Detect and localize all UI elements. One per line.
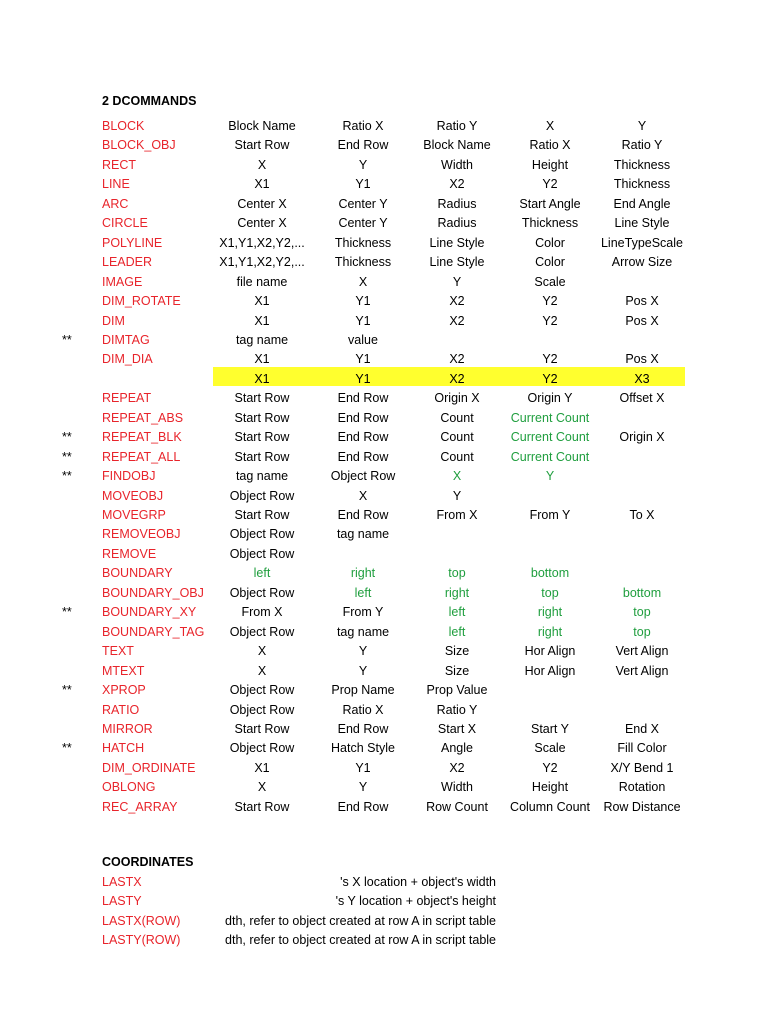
- command-name: LINE: [102, 177, 130, 192]
- parameter-cell: Start Row: [234, 508, 290, 522]
- command-name: MIRROR: [102, 721, 153, 736]
- parameter-cell: top: [448, 566, 466, 581]
- command-name: DIM_ROTATE: [102, 294, 181, 309]
- parameter-cell: Object Row: [229, 585, 295, 600]
- coordinate-name: LASTY: [102, 894, 142, 909]
- parameter-cell: X: [545, 119, 555, 133]
- command-name: CIRCLE: [102, 216, 148, 231]
- coordinate-name: LASTX(ROW): [102, 913, 181, 928]
- parameter-cell: X1: [254, 294, 270, 309]
- parameter-cell: End Row: [337, 449, 389, 464]
- coordinate-description-clip: [206, 931, 536, 950]
- parameter-cell: Ratio Y: [621, 138, 663, 153]
- table-row: [0, 487, 768, 506]
- parameter-cell: Y2: [542, 352, 558, 367]
- parameter-cell: X1: [254, 313, 270, 328]
- parameter-cell: Ratio X: [529, 138, 571, 153]
- command-name: TEXT: [102, 644, 134, 659]
- parameter-cell: End Row: [337, 430, 389, 445]
- table-row: [0, 214, 768, 233]
- parameter-cell: Y: [358, 780, 368, 795]
- row-marker: **: [62, 683, 72, 698]
- parameter-cell: Object Row: [330, 469, 396, 484]
- table-row: [0, 720, 768, 739]
- parameter-cell: LineTypeScale: [600, 235, 683, 250]
- parameter-cell: Y: [358, 644, 368, 659]
- table-row: [0, 136, 768, 155]
- parameter-cell: Scale: [534, 741, 566, 756]
- parameter-cell: End X: [624, 721, 660, 736]
- parameter-cell: Arrow Size: [611, 255, 673, 270]
- parameter-cell: top: [633, 624, 651, 639]
- parameter-cell: X2: [449, 352, 465, 367]
- parameter-cell: Hor Align: [524, 663, 576, 678]
- parameter-cell: X2: [449, 760, 465, 775]
- parameter-cell: Y1: [355, 760, 371, 775]
- table-row: [0, 389, 768, 408]
- coordinate-name: LASTX: [102, 875, 142, 889]
- parameter-cell: From X: [241, 605, 283, 620]
- parameter-cell: Object Row: [229, 546, 295, 561]
- parameter-cell: Scale: [534, 274, 566, 289]
- parameter-cell: Object Row: [229, 741, 295, 756]
- table-row: [0, 175, 768, 194]
- coordinate-name: LASTY(ROW): [102, 932, 181, 947]
- parameter-cell: Pos X: [625, 352, 659, 367]
- table-row: [0, 117, 768, 136]
- coordinate-description: 's X location + object's width: [340, 875, 496, 889]
- parameter-cell: End Row: [337, 410, 389, 425]
- parameter-cell: X: [452, 469, 462, 484]
- parameter-cell: Y1: [355, 313, 371, 328]
- parameter-cell: Rotation: [618, 780, 666, 795]
- parameter-cell: End Angle: [613, 196, 671, 211]
- parameter-cell: Count: [440, 410, 474, 425]
- parameter-cell: Start Angle: [519, 196, 581, 211]
- row-marker: **: [62, 430, 72, 445]
- parameter-cell: Y1: [355, 294, 371, 309]
- command-name: REPEAT_ABS: [102, 410, 184, 425]
- parameter-cell: Width: [441, 157, 473, 172]
- parameter-cell: Object Row: [229, 527, 295, 542]
- parameter-cell: Origin X: [619, 430, 665, 445]
- parameter-cell: Angle: [441, 741, 473, 756]
- table-row: [0, 195, 768, 214]
- parameter-cell: Y: [452, 488, 462, 503]
- parameter-cell: Fill Color: [617, 741, 667, 756]
- command-name: REMOVE: [102, 546, 157, 561]
- table-row: [0, 292, 768, 311]
- command-name: FINDOBJ: [102, 469, 156, 484]
- parameter-cell: bottom: [530, 566, 570, 581]
- row-marker: **: [62, 449, 72, 464]
- parameter-cell: top: [541, 585, 559, 600]
- command-name: IMAGE: [102, 274, 143, 289]
- command-name: RECT: [102, 157, 137, 172]
- parameter-cell: Start Row: [234, 410, 290, 425]
- parameter-cell: X/Y Bend 1: [610, 760, 674, 775]
- parameter-cell: Start Row: [234, 799, 290, 814]
- row-marker: **: [62, 605, 72, 620]
- table-row: [0, 253, 768, 272]
- coordinate-row: [0, 873, 768, 892]
- coordinate-description: dth, refer to object created at row A in script table: [225, 913, 496, 928]
- command-name: BOUNDARY_OBJ: [102, 585, 204, 600]
- parameter-cell: End Row: [337, 799, 389, 814]
- command-name: DIM_DIA: [102, 352, 153, 367]
- parameter-cell: Origin Y: [527, 391, 573, 406]
- parameter-cell: Y: [545, 469, 555, 484]
- table-row: [0, 642, 768, 661]
- parameter-cell: X1: [254, 371, 270, 386]
- coordinate-description-clip: [206, 873, 536, 892]
- row-marker: **: [62, 332, 72, 347]
- parameter-cell: End Row: [337, 508, 389, 522]
- parameter-cell: X: [358, 488, 368, 503]
- parameter-cell: Y2: [542, 313, 558, 328]
- parameter-cell: Current Count: [510, 410, 590, 425]
- parameter-cell: Vert Align: [615, 644, 669, 659]
- row-marker: **: [62, 469, 72, 484]
- coordinates-title: COORDINATES: [102, 855, 194, 869]
- parameter-cell: top: [633, 605, 651, 620]
- parameter-cell: Start Row: [234, 391, 290, 406]
- table-row: [0, 564, 768, 583]
- parameter-cell: right: [444, 585, 470, 600]
- command-name: HATCH: [102, 741, 145, 756]
- parameter-cell: Block Name: [228, 119, 296, 133]
- section-title: 2 DCOMMANDS: [102, 94, 197, 108]
- parameter-cell: Center X: [237, 196, 287, 211]
- parameter-cell: X: [358, 274, 368, 289]
- parameter-cell: right: [537, 624, 563, 639]
- table-row: [0, 350, 768, 369]
- parameter-cell: Prop Value: [426, 683, 488, 698]
- parameter-cell: Vert Align: [615, 663, 669, 678]
- parameter-cell: To X: [629, 508, 655, 522]
- parameter-cell: Object Row: [229, 624, 295, 639]
- parameter-cell: X1,Y1,X2,Y2,...: [219, 235, 305, 250]
- table-row: [0, 428, 768, 447]
- table-row: [0, 759, 768, 778]
- parameter-cell: Start Row: [234, 430, 290, 445]
- command-name: REPEAT_BLK: [102, 430, 182, 445]
- command-name: BLOCK: [102, 119, 145, 133]
- command-name: LEADER: [102, 255, 153, 270]
- table-row: [0, 525, 768, 544]
- parameter-cell: X: [257, 157, 267, 172]
- parameter-cell: Count: [440, 430, 474, 445]
- parameter-cell: End Row: [337, 721, 389, 736]
- coordinate-row: [0, 912, 768, 931]
- parameter-cell: End Row: [337, 138, 389, 153]
- parameter-cell: Y1: [355, 177, 371, 192]
- command-name: ARC: [102, 196, 129, 211]
- parameter-cell: Y2: [542, 760, 558, 775]
- parameter-cell: Line Style: [429, 255, 485, 270]
- parameter-cell: From X: [436, 508, 478, 522]
- command-name: OBLONG: [102, 780, 156, 795]
- parameter-cell: Center X: [237, 216, 287, 231]
- command-name: MTEXT: [102, 663, 145, 678]
- parameter-cell: X2: [449, 313, 465, 328]
- parameter-cell: End Row: [337, 391, 389, 406]
- parameter-cell: tag name: [235, 469, 289, 484]
- parameter-cell: tag name: [235, 332, 289, 347]
- parameter-cell: right: [350, 566, 376, 581]
- table-row: [0, 603, 768, 622]
- parameter-cell: Y1: [355, 352, 371, 367]
- command-name: MOVEGRP: [102, 508, 166, 522]
- command-name: BOUNDARY_TAG: [102, 624, 205, 639]
- row-marker: **: [62, 741, 72, 756]
- parameter-cell: Line Style: [614, 216, 670, 231]
- parameter-cell: left: [354, 585, 372, 600]
- parameter-cell: tag name: [336, 624, 390, 639]
- parameter-cell: Center Y: [338, 216, 388, 231]
- parameter-cell: Pos X: [625, 294, 659, 309]
- parameter-cell: Radius: [437, 196, 477, 211]
- parameter-cell: Current Count: [510, 430, 590, 445]
- parameter-cell: Y2: [542, 371, 558, 386]
- command-name: MOVEOBJ: [102, 488, 164, 503]
- command-name: REPEAT: [102, 391, 152, 406]
- parameter-cell: Pos X: [625, 313, 659, 328]
- parameter-cell: Start X: [437, 721, 477, 736]
- coordinate-description-clip: [206, 912, 536, 931]
- parameter-cell: Y2: [542, 177, 558, 192]
- parameter-cell: Size: [444, 663, 470, 678]
- parameter-cell: Y: [358, 663, 368, 678]
- parameter-cell: Thickness: [613, 157, 671, 172]
- table-row: [0, 312, 768, 331]
- command-name: DIM: [102, 313, 125, 328]
- parameter-cell: Y: [452, 274, 462, 289]
- parameter-cell: Hor Align: [524, 644, 576, 659]
- coordinate-row: [0, 931, 768, 950]
- parameter-cell: Object Row: [229, 488, 295, 503]
- parameter-cell: Color: [535, 255, 565, 270]
- parameter-cell: Prop Name: [331, 683, 395, 698]
- parameter-cell: left: [448, 624, 466, 639]
- table-row: [0, 662, 768, 681]
- parameter-cell: Y1: [355, 371, 371, 386]
- parameter-cell: Y: [358, 157, 368, 172]
- table-row: [0, 156, 768, 175]
- parameter-cell: X1,Y1,X2,Y2,...: [219, 255, 305, 270]
- parameter-cell: Start Row: [234, 138, 290, 153]
- parameter-cell: right: [537, 605, 563, 620]
- parameter-cell: X1: [254, 177, 270, 192]
- parameter-cell: X1: [254, 352, 270, 367]
- parameter-cell: Hatch Style: [331, 741, 395, 756]
- parameter-cell: Height: [531, 780, 569, 795]
- parameter-cell: Thickness: [521, 216, 579, 231]
- parameter-cell: file name: [236, 274, 288, 289]
- parameter-cell: X2: [449, 371, 465, 386]
- table-row: [0, 448, 768, 467]
- parameter-cell: Block Name: [423, 138, 491, 153]
- parameter-cell: Thickness: [334, 255, 392, 270]
- parameter-cell: X: [257, 644, 267, 659]
- table-row: [0, 545, 768, 564]
- parameter-cell: Current Count: [510, 449, 590, 464]
- parameter-cell: Ratio X: [342, 119, 384, 133]
- parameter-cell: X3: [634, 371, 650, 386]
- parameter-cell: Radius: [437, 216, 477, 231]
- parameter-cell: Thickness: [334, 235, 392, 250]
- coordinate-description: dth, refer to object created at row A in script table: [225, 932, 496, 947]
- parameter-cell: Row Count: [426, 799, 488, 814]
- command-name: XPROP: [102, 683, 146, 698]
- command-name: BOUNDARY_XY: [102, 605, 197, 620]
- parameter-cell: X2: [449, 177, 465, 192]
- table-row: [0, 234, 768, 253]
- command-name: DIM_ORDINATE: [102, 760, 196, 775]
- parameter-cell: Origin X: [434, 391, 480, 406]
- coordinate-description-clip: [206, 892, 536, 911]
- parameter-cell: Start Y: [531, 721, 569, 736]
- parameter-cell: Size: [444, 644, 470, 659]
- parameter-cell: Y: [637, 119, 647, 133]
- command-name: REC_ARRAY: [102, 799, 178, 814]
- command-name: RATIO: [102, 702, 140, 717]
- table-row: [0, 331, 768, 350]
- command-name: REMOVEOBJ: [102, 527, 181, 542]
- parameter-cell: Start Row: [234, 449, 290, 464]
- parameter-cell: Thickness: [613, 177, 671, 192]
- command-name: REPEAT_ALL: [102, 449, 181, 464]
- parameter-cell: X: [257, 780, 267, 795]
- parameter-cell: Line Style: [429, 235, 485, 250]
- coordinate-description: 's Y location + object's height: [335, 894, 496, 909]
- parameter-cell: Start Row: [234, 721, 290, 736]
- parameter-cell: From Y: [529, 508, 571, 522]
- command-name: BOUNDARY: [102, 566, 173, 581]
- table-row: [0, 273, 768, 292]
- table-row: [0, 681, 768, 700]
- parameter-cell: Object Row: [229, 683, 295, 698]
- command-name: BLOCK_OBJ: [102, 138, 176, 153]
- table-row: [0, 778, 768, 797]
- parameter-cell: Offset X: [619, 391, 665, 406]
- parameter-cell: Count: [440, 449, 474, 464]
- table-row: [0, 467, 768, 486]
- parameter-cell: X2: [449, 294, 465, 309]
- table-row: [0, 409, 768, 428]
- parameter-cell: Ratio Y: [436, 702, 478, 717]
- parameter-cell: Center Y: [338, 196, 388, 211]
- parameter-cell: left: [253, 566, 271, 581]
- parameter-cell: left: [448, 605, 466, 620]
- table-row: [0, 370, 768, 389]
- table-row: [0, 506, 768, 525]
- parameter-cell: X1: [254, 760, 270, 775]
- table-row: [0, 798, 768, 817]
- parameter-cell: X: [257, 663, 267, 678]
- table-row: [0, 739, 768, 758]
- parameter-cell: Ratio X: [342, 702, 384, 717]
- table-row: [0, 584, 768, 603]
- parameter-cell: Object Row: [229, 702, 295, 717]
- parameter-cell: bottom: [622, 585, 662, 600]
- table-row: [0, 701, 768, 720]
- parameter-cell: From Y: [342, 605, 384, 620]
- parameter-cell: Column Count: [510, 799, 590, 814]
- command-name: DIMTAG: [102, 332, 150, 347]
- parameter-cell: value: [348, 332, 378, 347]
- parameter-cell: Y2: [542, 294, 558, 309]
- parameter-cell: Height: [531, 157, 569, 172]
- parameter-cell: tag name: [336, 527, 390, 542]
- parameter-cell: Row Distance: [603, 799, 681, 814]
- parameter-cell: Ratio Y: [436, 119, 478, 133]
- table-row: [0, 623, 768, 642]
- parameter-cell: Width: [441, 780, 473, 795]
- coordinate-row: [0, 892, 768, 911]
- command-name: POLYLINE: [102, 235, 163, 250]
- parameter-cell: Color: [535, 235, 565, 250]
